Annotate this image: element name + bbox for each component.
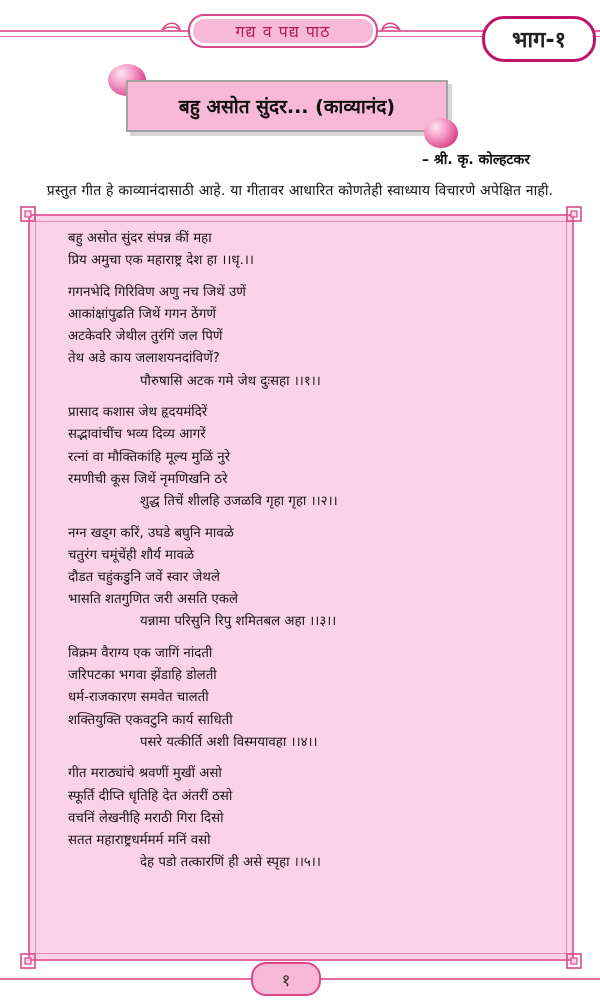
poem-line: धर्म-राजकारण समवेत चालती (68, 690, 209, 706)
poem-line: सतत महाराष्ट्रधर्ममर्म मनिं वसो (68, 833, 211, 849)
author-credit: – श्री. कृ. कोल्हटकर (422, 152, 530, 168)
poem-line: नग्न खड्ग करिं, उघडे बघुनि मावळे (68, 525, 234, 541)
poem-line: आकांक्षांपुढति जिथें गगन ठेंगणें (68, 307, 216, 322)
poem-line: भासति शतगुणित जरी असति एकले (68, 592, 238, 608)
intro-note: प्रस्तुत गीत हे काव्यानंदासाठी आहे. या गीतावर आधारित कोणतेही स्वाध्याय विचारणे अपेक्षित नाही. (46, 183, 554, 199)
poem-refrain: यन्नामा परिसुनि रिपु शमितबल अहा ।।३।। (140, 614, 337, 630)
flourish-left-icon (160, 18, 182, 40)
poem-line: वचनिं लेखनीहि मराठी गिरा दिसो (68, 810, 224, 826)
poem-line: अटकेवरि जेथील तुरंगिं जल पिणें (68, 329, 223, 345)
poem-text (68, 228, 558, 884)
stanza-1 (68, 228, 558, 272)
poem-line: चतुरंग चमूंचेंही शौर्य मावळे (68, 547, 195, 563)
corner-ornament-icon (564, 951, 584, 971)
poem-line: सद्भावांचींच भव्य दिव्य आगरें (68, 427, 206, 443)
stanza-3 (68, 402, 558, 513)
poem-refrain: पौरुषासि अटक गमे जेथ दुःसहा ।।१।। (140, 373, 321, 389)
poem-line: प्रासाद कशास जेथ हृदयमंदिरें (68, 405, 208, 421)
poem-line: शक्तियुक्ति एकवटुनि कार्य साधिती (68, 712, 233, 728)
stanza-6 (68, 763, 558, 874)
poem-line: स्फूर्ति दीप्ति धृतिहि देत अंतरीं ठसो (68, 788, 233, 804)
poem-line: दौडत चहुंकडुनि जवें स्वार जेथले (68, 570, 220, 586)
poem-line: गीत मराठ्यांचे श्रवणीं मुखीं असो (68, 766, 222, 782)
stanza-2 (68, 282, 558, 393)
poem-line: रत्नां वा मौक्तिकांहि मूल्य मुळिं नुरे (68, 449, 231, 465)
corner-ornament-icon (564, 204, 584, 224)
poem-line: रमणीची कूस जिथें नृमणिखनि ठरे (68, 471, 228, 487)
part-badge: भाग-१ (482, 16, 596, 62)
corner-ornament-icon (18, 204, 38, 224)
page-number: १ (251, 962, 321, 996)
poem-line: प्रिय अमुचा एक महाराष्ट्र देश हा ।।धृ.।। (68, 253, 254, 269)
lesson-title: बहु असोत सुंदर... (काव्यानंद) (126, 80, 448, 132)
poem-line: जरिपटका भगवा झेंडाहि डोलती (68, 668, 217, 684)
poem-line: विक्रम वैराग्य एक जागिं नांदती (68, 646, 213, 662)
poem-refrain: देह पडो तत्कारणिं ही असे स्पृहा ।।५।। (140, 855, 321, 871)
decorative-ball-icon (424, 118, 458, 148)
flourish-right-icon (380, 18, 402, 40)
poem-line: बहु असोत सुंदर संपन्न कीं महा (68, 231, 212, 246)
poem-refrain: पसरे यत्कीर्ति अशी विस्मयावहा ।।४।। (140, 734, 318, 750)
poem-refrain: शुद्ध तिचें शीलहि उजळवि गृहा गृहा ।।२।। (140, 494, 338, 510)
corner-ornament-icon (18, 951, 38, 971)
poem-line: गगनभेदि गिरिविण अणु नच जिथें उणें (68, 284, 246, 300)
section-label: गद्य व पद्य पाठ (188, 14, 378, 48)
stanza-4 (68, 523, 558, 634)
poem-line: तेथ अडे काय जलाशयनदांविणें? (68, 351, 220, 367)
stanza-5 (68, 643, 558, 754)
